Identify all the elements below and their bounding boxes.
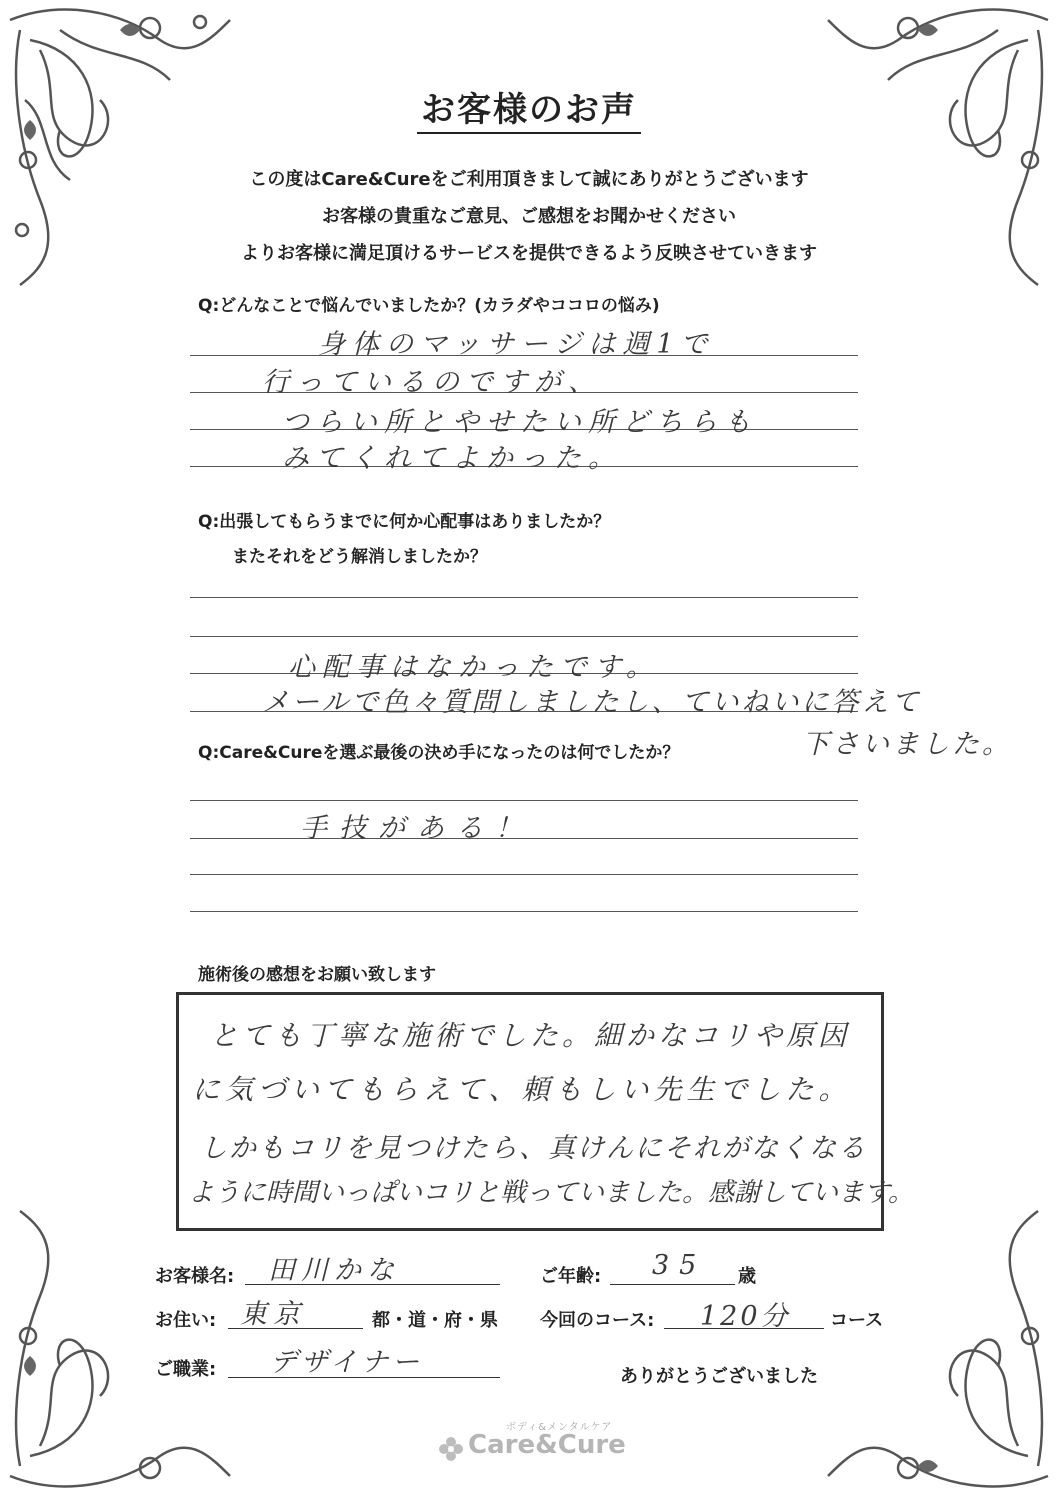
intro-line-3: よりお客様に満足頂けるサービスを提供できるよう反映させていきます [241, 243, 817, 264]
age-value: 35 [652, 1250, 707, 1281]
question-2-line-2: またそれをどう解消しましたか？ [232, 547, 487, 567]
address-value: 東京 [240, 1299, 306, 1330]
age-unit: 歳 [738, 1266, 756, 1287]
impression-line-1: とても丁寧な施術でした。細かなコリや原因 [210, 1019, 851, 1052]
occupation-value: デザイナー [270, 1347, 424, 1378]
question-1: Q:どんなことで悩んでいましたか？(カラダやココロの悩み) [198, 296, 660, 316]
age-underline [610, 1284, 735, 1285]
answer-rule [190, 911, 858, 912]
answer-1-line-2: 行っているのですが、 [262, 367, 602, 398]
answer-2-line-3: 下さいました。 [802, 729, 1012, 760]
flower-logo-icon [438, 1436, 464, 1462]
answer-1-line-4: みてくれてよかった。 [282, 443, 622, 474]
ornament-bottom-right [808, 1206, 1058, 1496]
course-value: 120分 [700, 1301, 791, 1332]
impression-line-4: ように時間いっぱいコリと戦っていました。感謝しています。 [188, 1178, 914, 1208]
customer-name-value: 田川かな [268, 1255, 400, 1286]
logo-name: Care&Cure [468, 1430, 626, 1460]
logo-subtitle: ボディ&メンタルケア [506, 1422, 613, 1433]
answer-rule [190, 874, 858, 875]
address-label: お住い: [155, 1310, 217, 1331]
answer-3-line-1: 手技がある！ [300, 813, 534, 844]
intro-line-2: お客様の貴重なご意見、ご感想をお聞かせください [322, 206, 736, 227]
impression-line-3: しかもコリを見つけたら、真けんにそれがなくなる [200, 1133, 867, 1164]
page-title: お客様のお声 [0, 82, 1058, 131]
ornament-bottom-left [0, 1206, 250, 1496]
course-label: 今回のコース: [540, 1310, 655, 1331]
customer-name-label: お客様名: [155, 1266, 235, 1287]
answer-rule [190, 597, 858, 598]
answer-rule [190, 800, 858, 801]
thanks-text: ありがとうございました [620, 1366, 818, 1387]
question-2: Q:出張してもらうまでに何か心配事はありましたか？ [198, 512, 611, 532]
question-3: Q:Care&Cureを選ぶ最後の決め手になったのは何でしたか？ [198, 743, 680, 763]
answer-2-line-1: 心配事はなかったです。 [288, 652, 660, 683]
age-label: ご年齢: [540, 1266, 602, 1287]
impression-label: 施術後の感想をお願い致します [198, 965, 436, 985]
address-suffix: 都・道・府・県 [372, 1310, 498, 1331]
answer-2-line-2: メールで色々質問しましたし、ていねいに答えて [262, 687, 922, 718]
impression-line-2: に気づいてもらえて、頼もしい先生でした。 [192, 1073, 852, 1106]
course-suffix: コース [830, 1310, 884, 1331]
occupation-label: ご職業: [155, 1359, 217, 1380]
intro-line-1: この度はCare&Cureをご利用頂きまして誠にありがとうございます [249, 169, 809, 190]
answer-1-line-1: 身体のマッサージは週1で [318, 329, 715, 360]
answer-rule [190, 636, 858, 637]
answer-1-line-3: つらい所とやせたい所どちらも [282, 407, 758, 438]
